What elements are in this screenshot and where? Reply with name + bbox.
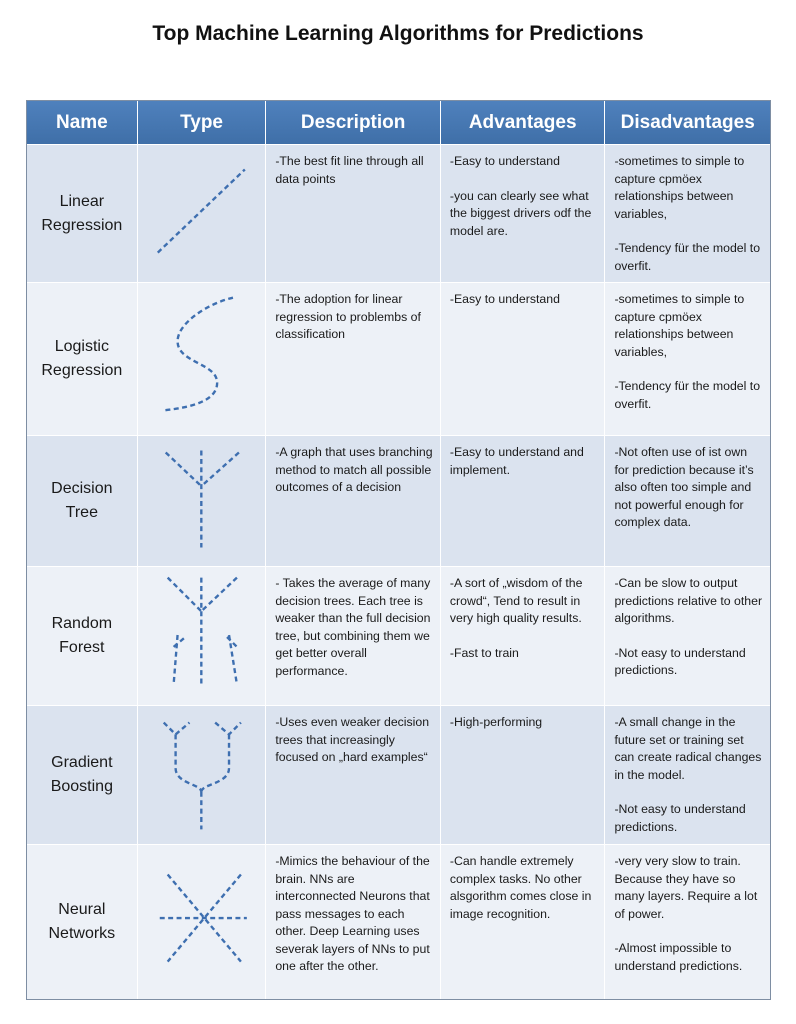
- advantages-text: -Can handle extremely complex tasks. No other alsgorithm comes close in image recognition.: [449, 854, 592, 921]
- disadvantages-text: -A small change in the future set or training set can create radical changes in the model.: [614, 715, 762, 782]
- name-line: Tree: [65, 504, 98, 521]
- neural-network-icon: [138, 846, 266, 999]
- algorithm-name: [27, 436, 138, 566]
- table-row: [27, 845, 770, 999]
- header-name: Name: [27, 101, 138, 144]
- disadvantages-text: -Almost impossible to understand predictions.: [614, 941, 743, 973]
- name-line: Neural: [58, 901, 106, 918]
- page-title: Top Machine Learning Algorithms for Predictions: [152, 22, 644, 45]
- description-text: - Takes the average of many decision trees. Each tree is weaker than the full decision tree, but combining them we get better overall performance.: [275, 576, 431, 678]
- description-cell: [266, 845, 441, 999]
- table-header-row: [27, 101, 770, 145]
- advantages-cell: [441, 145, 606, 282]
- description-cell: [266, 283, 441, 435]
- algorithm-name: [27, 283, 138, 435]
- name-line: Regression: [41, 362, 123, 379]
- description-text: -The adoption for linear regression to problembs of classification: [275, 292, 421, 341]
- disadvantages-cell: [605, 706, 770, 844]
- disadvantages-text: -Tendency für the model to overfit.: [614, 379, 761, 411]
- algorithm-name: [27, 845, 138, 999]
- disadvantages-text: -Not often use of ist own for prediction because it’s also often too simple and not powerful enough for complex data.: [614, 445, 754, 529]
- table-row: [27, 145, 770, 283]
- random-forest-icon: [138, 567, 266, 705]
- name-line: Decision: [51, 480, 113, 497]
- algorithm-type: [138, 436, 267, 566]
- name-line: Networks: [48, 925, 116, 942]
- algorithm-type: [138, 145, 267, 282]
- advantages-text: -A sort of „wisdom of the crowd“, Tend to result in very high quality results.: [449, 576, 583, 625]
- description-cell: [266, 567, 441, 705]
- advantages-text: -you can clearly see what the biggest drivers odf the model are.: [449, 188, 592, 238]
- description-text: -The best fit line through all data points: [275, 154, 424, 186]
- header-disadvantages: Disadvantages: [620, 111, 755, 133]
- disadvantages-cell: [605, 845, 770, 999]
- disadvantages-text: -Can be slow to output predictions relative to other algorithms.: [614, 576, 763, 625]
- description-cell: [266, 436, 441, 566]
- disadvantages-text: -very very slow to train. Because they have so many layers. Require a lot of power.: [614, 854, 758, 921]
- description-cell: [266, 145, 441, 282]
- gradient-boosting-icon: [138, 706, 266, 844]
- disadvantages-cell: [605, 145, 770, 282]
- advantages-text: -Easy to understand: [449, 292, 560, 306]
- description-cell: [266, 706, 441, 844]
- advantages-text: -Fast to train: [449, 645, 519, 660]
- advantages-cell: [441, 706, 606, 844]
- name-line: Logistic: [54, 338, 109, 355]
- name-line: Regression: [41, 216, 123, 234]
- advantages-cell: [441, 436, 606, 566]
- advantages-text: -High-performing: [449, 715, 543, 729]
- disadvantages-text: -sometimes to simple to capture cpmöex relationships between variables,: [614, 292, 745, 359]
- header-advantages: Advantages: [441, 101, 606, 144]
- description-text: -A graph that uses branching method to match all possible outcomes of a decision: [275, 445, 433, 494]
- disadvantages-cell: [605, 436, 770, 566]
- name-line: Gradient: [51, 754, 113, 771]
- dashed-line-icon: [138, 145, 266, 282]
- s-curve-icon: [138, 283, 266, 435]
- disadvantages-text: -Not easy to understand predictions.: [614, 802, 746, 834]
- disadvantages-text: -Tendency für the model to overfit.: [614, 241, 761, 273]
- disadvantages-text: -sometimes to simple to capture cpmöex relationships between variables,: [614, 154, 745, 221]
- decision-tree-icon: [138, 436, 266, 566]
- header-description: Description: [266, 101, 441, 144]
- advantages-cell: [441, 567, 606, 705]
- algorithm-name: [27, 567, 138, 705]
- advantages-text: -Easy to understand and implement.: [449, 445, 584, 477]
- table-row: [27, 567, 770, 706]
- algorithm-name: [27, 706, 138, 844]
- algorithm-type: [138, 845, 267, 999]
- description-text: -Uses even weaker decision trees that increasingly focused on „hard examples“: [275, 715, 430, 764]
- advantages-cell: [441, 283, 606, 435]
- algorithm-type: [138, 283, 267, 435]
- advantages-cell: [441, 845, 606, 999]
- algorithm-name: [27, 145, 138, 282]
- name-line: Linear: [59, 192, 105, 210]
- table-row: [27, 436, 770, 567]
- description-text: -Mimics the behaviour of the brain. NNs are interconnected Neurons that pass messages to each other. Deep Learning uses severak layers of NNs to put one after the other.: [275, 854, 430, 973]
- table-row: [27, 283, 770, 436]
- advantages-text: -Easy to understand: [449, 154, 560, 168]
- table-row: [27, 706, 770, 845]
- disadvantages-cell: [605, 567, 770, 705]
- name-line: Forest: [59, 639, 105, 656]
- name-line: Boosting: [50, 778, 113, 795]
- name-line: Random: [51, 615, 113, 632]
- disadvantages-text: -Not easy to understand predictions.: [614, 645, 746, 677]
- disadvantages-cell: [605, 283, 770, 435]
- header-type: Type: [138, 101, 267, 144]
- algorithm-type: [138, 706, 267, 844]
- algorithms-table: [26, 100, 771, 1000]
- algorithm-type: [138, 567, 267, 705]
